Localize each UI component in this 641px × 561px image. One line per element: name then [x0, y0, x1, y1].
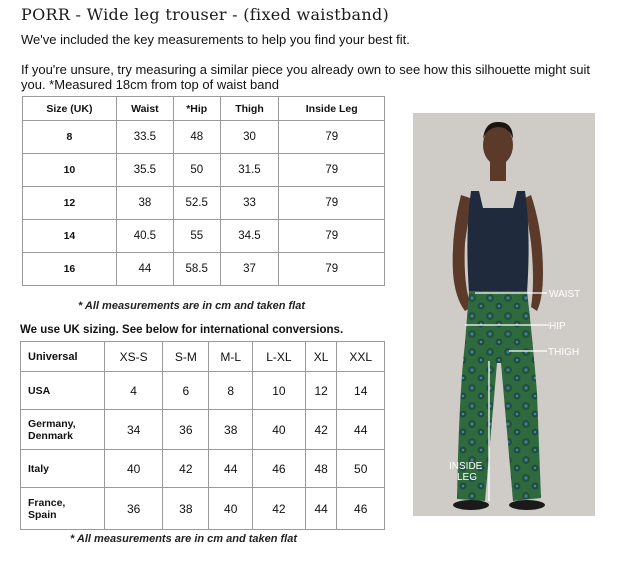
row-label: France, Spain	[21, 488, 105, 530]
table-cell: 40	[252, 410, 305, 450]
table-cell: 55	[173, 220, 220, 253]
column-header: Waist	[116, 97, 173, 121]
conversion-heading: We use UK sizing. See below for international conversions.	[20, 324, 344, 336]
table-cell: 50	[173, 154, 220, 187]
table-cell: M-L	[209, 342, 253, 372]
table-cell: 37	[220, 253, 279, 286]
table-cell: 52.5	[173, 187, 220, 220]
table-cell: 36	[105, 488, 163, 530]
table-cell: 44	[116, 253, 173, 286]
table-cell: 44	[305, 488, 337, 530]
intro-text: We've included the key measurements to help you find your best fit.	[21, 32, 410, 47]
size-cell: 10	[23, 154, 117, 187]
table-cell: S-M	[163, 342, 209, 372]
table-cell: 40.5	[116, 220, 173, 253]
row-label: Italy	[21, 450, 105, 488]
table-cell: 46	[252, 450, 305, 488]
model-photo	[413, 113, 595, 516]
table-cell: 44	[337, 410, 385, 450]
table-row	[23, 253, 385, 286]
table-cell: 33.5	[116, 121, 173, 154]
column-header: Thigh	[220, 97, 279, 121]
table-cell: 34.5	[220, 220, 279, 253]
column-header: Size (UK)	[23, 97, 117, 121]
page-title: PORR - Wide leg trouser - (fixed waistband)	[21, 5, 390, 24]
table-cell: 36	[163, 410, 209, 450]
international-size-table	[20, 341, 385, 530]
table-row	[21, 450, 385, 488]
table-header-row	[23, 97, 385, 121]
table-row	[23, 220, 385, 253]
table-row	[23, 154, 385, 187]
table-cell: XL	[305, 342, 337, 372]
table-row	[21, 410, 385, 450]
table-cell: 8	[209, 372, 253, 410]
measurement-note: * All measurements are in cm and taken flat	[78, 300, 306, 312]
table-cell: 48	[305, 450, 337, 488]
table-cell: 40	[209, 488, 253, 530]
hip-label: HIP	[549, 321, 566, 332]
size-cell: 12	[23, 187, 117, 220]
left-shoe	[453, 500, 489, 510]
table-cell: 30	[220, 121, 279, 154]
table-cell: 34	[105, 410, 163, 450]
measuring-advice-text: If you're unsure, try measuring a similar piece you already own to see how this silhouette might suit you. *Measured 18cm from top of waist band	[21, 62, 590, 92]
table-cell: 48	[173, 121, 220, 154]
table-cell: 44	[209, 450, 253, 488]
table-row	[21, 342, 385, 372]
table-row	[21, 488, 385, 530]
table-cell: 31.5	[220, 154, 279, 187]
table-cell: 33	[220, 187, 279, 220]
table-cell: 42	[305, 410, 337, 450]
table-cell: 40	[105, 450, 163, 488]
table-cell: 38	[209, 410, 253, 450]
size-cell: 8	[23, 121, 117, 154]
table-cell: 4	[105, 372, 163, 410]
right-shoe	[509, 500, 545, 510]
table-cell: 46	[337, 488, 385, 530]
size-measurements-table	[22, 96, 385, 286]
row-label: Universal	[21, 342, 105, 372]
table-cell: 14	[337, 372, 385, 410]
inside-leg-label: INSIDE	[449, 461, 483, 472]
table-cell: 42	[252, 488, 305, 530]
table-row	[23, 121, 385, 154]
table-cell: 58.5	[173, 253, 220, 286]
table-cell: XXL	[337, 342, 385, 372]
table-cell: 79	[279, 121, 385, 154]
table-cell: 38	[163, 488, 209, 530]
inside-leg-label: LEG	[457, 472, 478, 483]
table-cell: L-XL	[252, 342, 305, 372]
table-cell: 38	[116, 187, 173, 220]
table-row	[21, 372, 385, 410]
table-cell: 6	[163, 372, 209, 410]
table-cell: 42	[163, 450, 209, 488]
size-cell: 16	[23, 253, 117, 286]
thigh-label: THIGH	[548, 347, 580, 358]
table-cell: 35.5	[116, 154, 173, 187]
table-cell: 79	[279, 220, 385, 253]
size-cell: 14	[23, 220, 117, 253]
waist-label: WAIST	[549, 289, 581, 300]
measurement-note: * All measurements are in cm and taken flat	[70, 533, 298, 545]
table-cell: XS-S	[105, 342, 163, 372]
table-cell: 12	[305, 372, 337, 410]
table-cell: 79	[279, 253, 385, 286]
row-label: USA	[21, 372, 105, 410]
table-cell: 79	[279, 154, 385, 187]
column-header: Inside Leg	[279, 97, 385, 121]
row-label: Germany, Denmark	[21, 410, 105, 450]
table-cell: 10	[252, 372, 305, 410]
table-row	[23, 187, 385, 220]
column-header: *Hip	[173, 97, 220, 121]
table-cell: 50	[337, 450, 385, 488]
table-cell: 79	[279, 187, 385, 220]
